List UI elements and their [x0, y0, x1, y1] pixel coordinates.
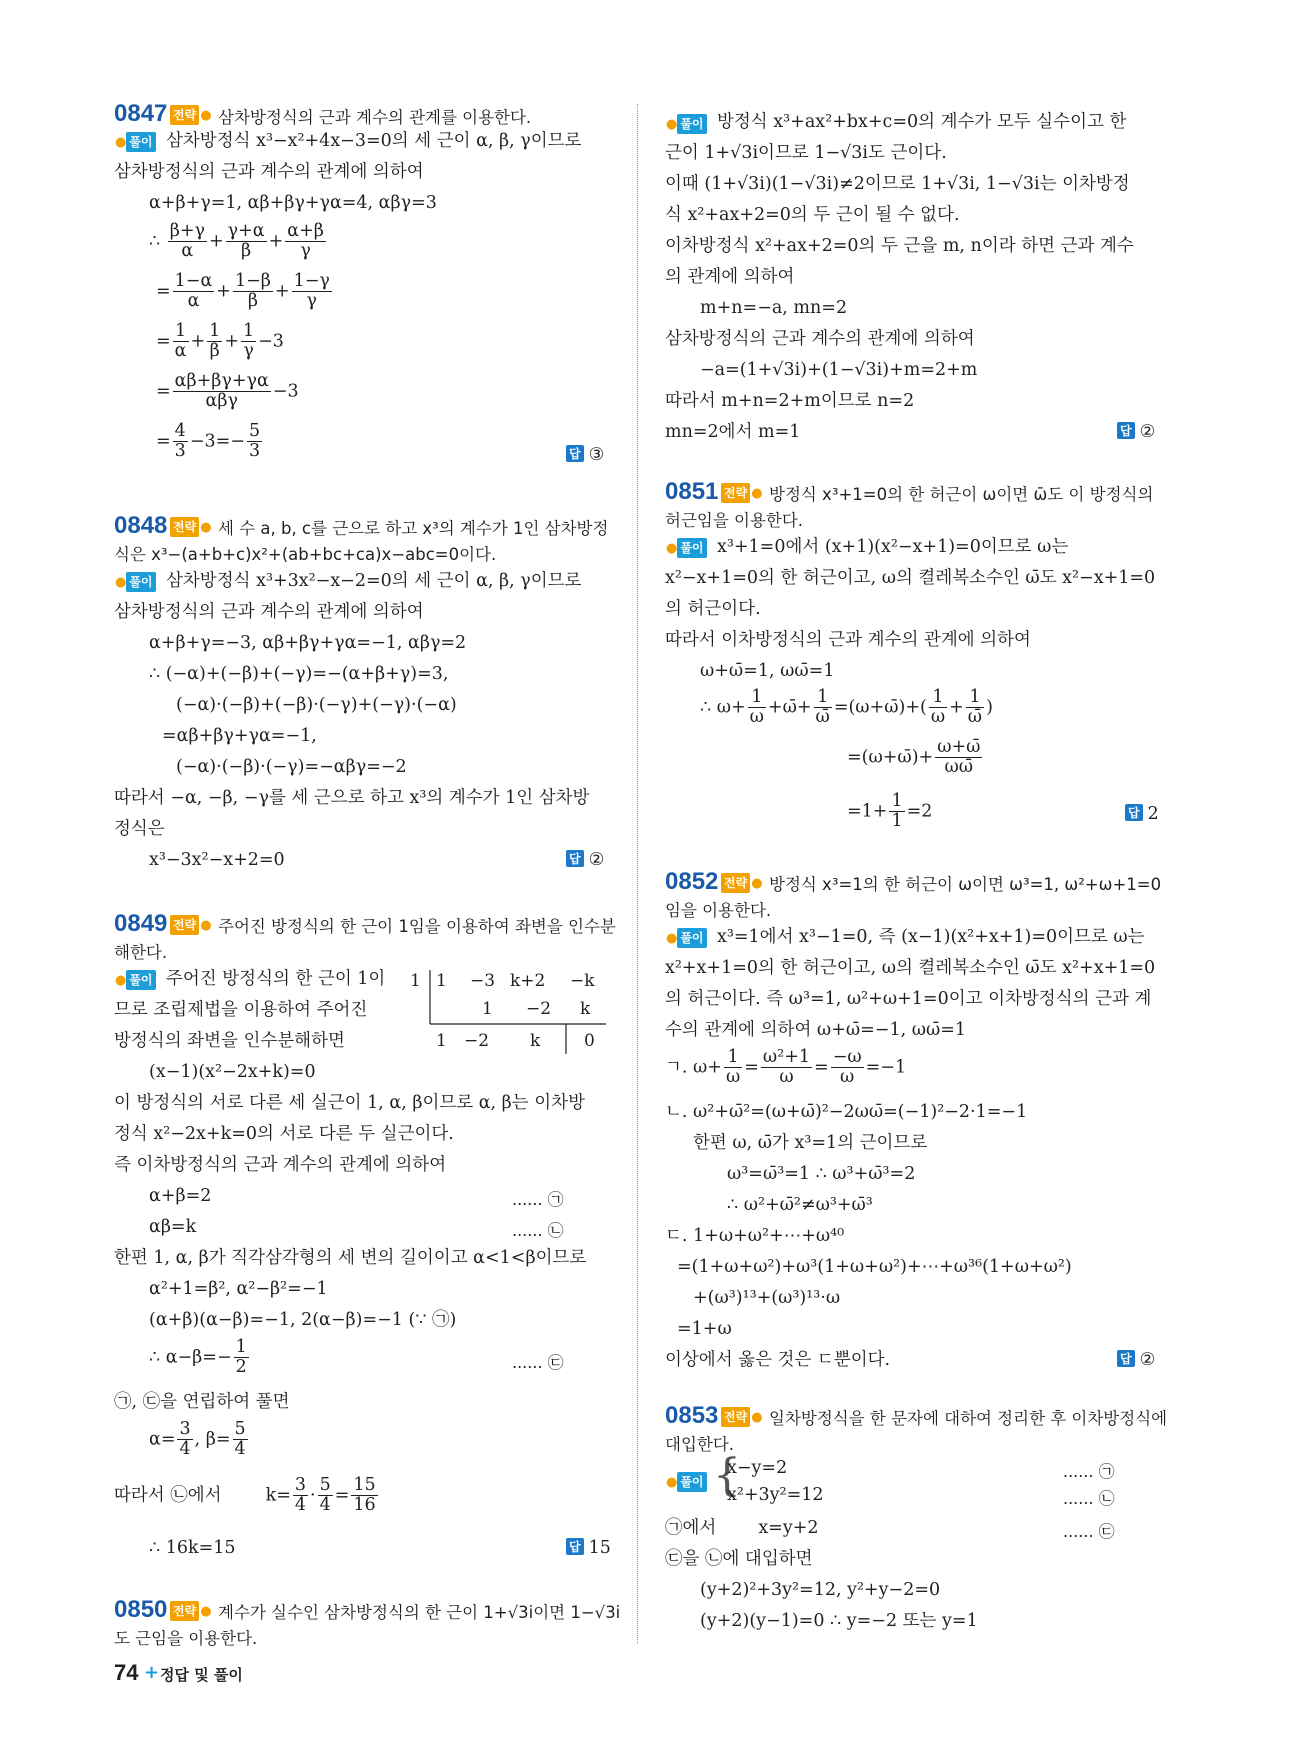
- solution-line: 식 x²+ax+2=0의 두 근이 될 수 없다.: [665, 205, 960, 225]
- strategy-tag: 전략: [170, 517, 199, 537]
- fraction: $\frac{1}{\omega}$: [930, 687, 946, 728]
- solution-label: [665, 114, 707, 135]
- strategy-text: 세 수 a, b, c를 근으로 하고 x³의 계수가 1인 삼차방정: [218, 519, 609, 538]
- strategy-label: [170, 105, 212, 126]
- fraction: $\frac{1}{\beta}$: [209, 321, 221, 362]
- equation-line: x²+3y²=12: [727, 1485, 824, 1505]
- solution-line: x²−x+1=0의 한 허근이고, ω의 켤레복소수인 ω̄도 x²−x+1=0: [665, 568, 1156, 588]
- answer-tag: 답: [566, 445, 584, 462]
- solution-line: 의 관계에 의하여: [665, 267, 795, 287]
- strategy-text: 대입한다.: [665, 1435, 735, 1454]
- fraction: $\frac{4}{3}$: [174, 421, 186, 462]
- answer-value: ③: [588, 445, 605, 465]
- solution-tag: 풀이: [677, 1472, 706, 1492]
- equation-marker: ...... ㉢: [1063, 1522, 1115, 1541]
- equation-marker: ...... ㉠: [512, 1190, 564, 1209]
- answer-value: 15: [588, 1538, 611, 1558]
- problem-number-0850: 0850: [114, 1596, 168, 1623]
- dot-icon: ●: [200, 1604, 212, 1619]
- fraction: $\frac{1-\alpha}{\alpha}$: [174, 271, 213, 312]
- equation-line: (−α)·(−β)·(−γ)=−αβγ=−2: [176, 757, 407, 777]
- solution-line: 의 허근이다. 즉 ω³=1, ω²+ω+1=0이고 이차방정식의 근과 계: [665, 989, 1152, 1009]
- strategy-tag: 전략: [170, 1601, 199, 1621]
- equation-line: ㄱ. ω+ $\frac{1}{\omega}$ = $\frac{\text{ω²+1}}{\omega}$ = $\frac{-\omega}{\omega}$ =−1: [665, 1047, 907, 1088]
- problem-number-0848: 0848: [114, 512, 168, 539]
- equation-marker: ...... ㉠: [1063, 1462, 1115, 1481]
- equation-marker: ...... ㉡: [1063, 1489, 1115, 1508]
- fraction: $\frac{5}{4}$: [234, 1419, 246, 1460]
- equation-line: (y+2)²+3y²=12, y²+y−2=0: [700, 1580, 941, 1600]
- syn-cell: k: [530, 1031, 541, 1051]
- syn-cell: 1: [436, 1031, 447, 1051]
- equation-line: 따라서 ㉡에서 k= $\frac{3}{4}$ · $\frac{5}{4}$ = $\frac{15}{16}$: [114, 1475, 376, 1516]
- equation-line: =1+ $\frac{1}{1}$ =2: [847, 791, 933, 832]
- dot-icon: ●: [115, 575, 127, 590]
- equation-line: α+β+γ=1, αβ+βγ+γα=4, αβγ=3: [149, 193, 437, 213]
- syn-cell: k+2: [510, 971, 546, 991]
- dot-icon: ●: [751, 876, 763, 891]
- strategy-tag: 전략: [721, 873, 750, 893]
- syn-cell: 0: [584, 1031, 595, 1051]
- solution-tag: 풀이: [126, 572, 155, 592]
- dot-icon: ●: [115, 135, 127, 150]
- equation-marker: ...... ㉡: [512, 1221, 564, 1240]
- strategy-text: 도 근임을 이용한다.: [114, 1629, 258, 1648]
- solution-label: [665, 1472, 707, 1493]
- strategy-text: 해한다.: [114, 943, 168, 962]
- solution-line: 한편 ω, ω̄가 x³=1의 근이므로: [693, 1133, 928, 1153]
- strategy-text: 방정식 x³=1의 한 허근이 ω이면 ω³=1, ω²+ω+1=0: [769, 875, 1162, 894]
- problem-number-0849: 0849: [114, 910, 168, 937]
- strategy-label: [170, 915, 212, 936]
- therefore-symbol: ∴: [149, 231, 161, 252]
- dot-icon: ●: [751, 1410, 763, 1425]
- solution-line: 삼차방정식의 근과 계수의 관계에 의하여: [114, 602, 424, 622]
- solution-line: mn=2에서 m=1: [665, 422, 801, 442]
- solution-line: 삼차방정식의 근과 계수의 관계에 의하여: [665, 329, 975, 349]
- strategy-text: 식은 x³−(a+b+c)x²+(ab+bc+ca)x−abc=0이다.: [114, 545, 497, 564]
- solution-tag: 풀이: [677, 928, 706, 948]
- equation-line: α²+1=β², α²−β²=−1: [149, 1279, 328, 1299]
- syn-cell: −2: [526, 999, 552, 1019]
- plus-icon: +: [144, 1662, 160, 1683]
- equation-line: ∴ ω+ $\frac{1}{\omega}$ +ω̄+ $\frac{1}{\omegā}$ =(ω+ω̄)+( $\frac{1}{\omega}$ + $\frac{1}{\omegā}$ ): [700, 687, 993, 728]
- strategy-label: [170, 517, 212, 538]
- dot-icon: ●: [666, 1475, 678, 1490]
- answer-tag: 답: [566, 850, 584, 867]
- dot-icon: ●: [666, 541, 678, 556]
- solution-line: 주어진 방정식의 한 근이 1이: [166, 969, 386, 989]
- fraction: $\frac{5}{4}$: [319, 1475, 331, 1516]
- fraction: $\frac{3}{4}$: [294, 1475, 307, 1516]
- solution-line: 정식은: [114, 819, 165, 839]
- fraction: $\frac{15}{16}$: [353, 1475, 376, 1516]
- fraction-line: ∴ $\frac{\beta+\gamma}{\alpha}$ + $\frac{\gamma+\alpha}{\beta}$ + $\frac{\alpha+\beta}{\gamma}$: [149, 221, 324, 262]
- fraction-line: = $\frac{4}{3}$ −3=− $\frac{5}{3}$: [156, 421, 261, 462]
- equation-line: =(1+ω+ω²)+ω³(1+ω+ω²)+⋯+ω³⁶(1+ω+ω²): [677, 1257, 1072, 1277]
- fraction: $\frac{\alpha\beta+\beta\gamma+\gamma\alpha}{\text{αβγ}}$: [174, 371, 269, 412]
- answer: [566, 850, 604, 870]
- fraction: $\frac{1}{2}$: [235, 1337, 247, 1378]
- strategy-label: [721, 483, 763, 504]
- equation-line: ∴ α−β=− $\frac{1}{2}$: [149, 1337, 247, 1378]
- problem-number-0852: 0852: [665, 868, 719, 895]
- equation-line: αβ=k: [149, 1217, 197, 1237]
- fraction: $\frac{1}{1}$: [891, 791, 903, 832]
- fraction: $\frac{1}{\omega}$: [725, 1047, 741, 1088]
- strategy-text: 임을 이용한다.: [665, 901, 772, 920]
- answer-value: ②: [1139, 422, 1156, 442]
- equation-line: ω+ω̄=1, ωω̄=1: [700, 661, 835, 681]
- syn-cell: −3: [470, 971, 496, 991]
- solution-tag: 풀이: [677, 114, 706, 134]
- solution-label: [114, 970, 156, 991]
- solution-line: 삼차방정식 x³−x²+4x−3=0의 세 근이 α, β, γ이므로: [166, 131, 582, 151]
- strategy-label: [170, 1601, 212, 1622]
- brace-symbol: {: [713, 1450, 741, 1501]
- answer-tag: 답: [566, 1538, 584, 1555]
- equation-line: (α+β)(α−β)=−1, 2(α−β)=−1 (∵ ㉠): [149, 1310, 457, 1330]
- fraction: $\frac{\gamma+\alpha}{\beta}$: [227, 221, 265, 262]
- solution-label: [114, 132, 156, 153]
- answer-tag: 답: [1125, 804, 1143, 821]
- equation-line: ω³=ω̄³=1 ∴ ω³+ω̄³=2: [727, 1164, 916, 1184]
- strategy-tag: 전략: [721, 483, 750, 503]
- dot-icon: ●: [751, 486, 763, 501]
- equation-line: ∴ (−α)+(−β)+(−γ)=−(α+β+γ)=3,: [149, 664, 449, 684]
- answer-tag: 답: [1117, 1350, 1135, 1367]
- footer-title: 정답 및 풀이: [160, 1666, 243, 1684]
- solution-line: 이 방정식의 서로 다른 세 실근이 1, α, β이므로 α, β는 이차방: [114, 1093, 585, 1113]
- equation-line: ∴ 16k=15: [149, 1538, 236, 1558]
- fraction: $\frac{1-\gamma}{\gamma}$: [293, 271, 330, 312]
- equation-line: α= $\frac{3}{4}$ , β= $\frac{5}{4}$: [149, 1419, 246, 1460]
- page-number: 74: [114, 1660, 139, 1685]
- solution-line: 정식 x²−2x+k=0의 서로 다른 두 실근이다.: [114, 1124, 454, 1144]
- equation-marker: ...... ㉢: [512, 1353, 564, 1372]
- solution-line: 삼차방정식 x³+3x²−x−2=0의 세 근이 α, β, γ이므로: [166, 571, 582, 591]
- fraction: $\frac{1}{\omega}$: [749, 687, 764, 728]
- solution-label: [665, 538, 707, 559]
- solution-line: x³+1=0에서 (x+1)(x²−x+1)=0이므로 ω는: [717, 537, 1069, 557]
- equation-line: (x−1)(x²−2x+k)=0: [149, 1062, 316, 1082]
- syn-cell: 1: [482, 999, 493, 1019]
- solution-line: 이차방정식 x²+ax+2=0의 두 근을 m, n이라 하면 근과 계수: [665, 236, 1134, 256]
- problem-number-0851: 0851: [665, 478, 719, 505]
- fraction-line: = $\frac{1-\alpha}{\alpha}$ + $\frac{1-\beta}{\beta}$ + $\frac{1-\gamma}{\gamma}$: [156, 271, 330, 312]
- syn-cell: 1: [436, 971, 447, 991]
- fraction: $\frac{\omega+\omegā}{\omega\omegā}$: [937, 737, 981, 778]
- solution-line: 이때 (1+√3i)(1−√3i)≠2이므로 1+√3i, 1−√3i는 이차방정: [665, 174, 1130, 194]
- answer: [1125, 804, 1159, 824]
- answer-value: ②: [1139, 1350, 1156, 1370]
- solution-line: 이상에서 옳은 것은 ㄷ뿐이다.: [665, 1350, 891, 1370]
- solution-line: x³=1에서 x³−1=0, 즉 (x−1)(x²+x+1)=0이므로 ω는: [717, 927, 1145, 947]
- answer: [566, 1538, 611, 1558]
- equation-line: =αβ+βγ+γα=−1,: [162, 726, 317, 746]
- solution-line: 방정식의 좌변을 인수분해하면: [114, 1031, 345, 1051]
- equation-line: ㄷ. 1+ω+ω²+⋯+ω⁴⁰: [665, 1226, 845, 1246]
- dot-icon: ●: [200, 520, 212, 535]
- syn-root: 1: [410, 971, 421, 991]
- synthetic-division: [410, 966, 606, 1056]
- fraction: $\frac{1}{\omegā}$: [967, 687, 983, 728]
- fraction: $\frac{5}{3}$: [248, 421, 261, 462]
- equation-line: −a=(1+√3i)+(1−√3i)+m=2+m: [700, 360, 978, 380]
- equation-line: (−α)·(−β)+(−β)·(−γ)+(−γ)·(−α): [176, 695, 457, 715]
- syn-cell: −k: [570, 971, 595, 991]
- fraction: $\frac{-\omega}{\omega}$: [832, 1047, 862, 1088]
- equation-line: ㄴ. ω²+ω̄²=(ω+ω̄)²−2ωω̄=(−1)²−2·1=−1: [665, 1102, 1028, 1122]
- strategy-text: 일차방정식을 한 문자에 대하여 정리한 후 이차방정식에: [769, 1409, 1168, 1428]
- solution-line: 의 허근이다.: [665, 599, 761, 619]
- solution-line: 삼차방정식의 근과 계수의 관계에 의하여: [114, 162, 424, 182]
- fraction: $\frac{3}{4}$: [179, 1419, 191, 1460]
- syn-cell: −2: [464, 1031, 490, 1051]
- solution-line: x²+x+1=0의 한 허근이고, ω의 켤레복소수인 ω̄도 x²+x+1=0: [665, 958, 1156, 978]
- solution-line: 근이 1+√3i이므로 1−√3i도 근이다.: [665, 143, 947, 163]
- solution-line: 한편 1, α, β가 직각삼각형의 세 변의 길이이고 α<1<β이므로: [114, 1248, 587, 1268]
- syn-cell: k: [580, 999, 591, 1019]
- equation-line: m+n=−a, mn=2: [700, 298, 848, 318]
- strategy-label: [721, 1407, 763, 1428]
- equation-line: x³−3x²−x+2=0: [149, 850, 285, 870]
- answer-tag: 답: [1117, 422, 1135, 439]
- answer: [1117, 422, 1155, 442]
- strategy-label: [721, 873, 763, 894]
- equation-line: (y+2)(y−1)=0 ∴ y=−2 또는 y=1: [700, 1611, 978, 1631]
- dot-icon: ●: [666, 117, 678, 132]
- equation-line: ㉠에서 x=y+2: [665, 1518, 819, 1538]
- dot-icon: ●: [200, 918, 212, 933]
- solution-tag: 풀이: [677, 538, 706, 558]
- solution-line: 므로 조립제법을 이용하여 주어진: [114, 1000, 368, 1020]
- fraction: $\frac{1}{\omegā}$: [815, 687, 830, 728]
- fraction: $\frac{1}{\gamma}$: [242, 321, 255, 362]
- fraction: $\frac{1-\beta}{\beta}$: [234, 271, 271, 312]
- fraction: $\frac{\beta+\gamma}{\alpha}$: [169, 221, 205, 262]
- equation-line: +(ω³)¹³+(ω³)¹³·ω: [693, 1288, 841, 1308]
- fraction: $\frac{\alpha+\beta}{\gamma}$: [287, 221, 324, 262]
- equation-line: =1+ω: [677, 1319, 732, 1339]
- equation-line: α+β+γ=−3, αβ+βγ+γα=−1, αβγ=2: [149, 633, 467, 653]
- column-divider: [637, 104, 638, 1644]
- solution-tag: 풀이: [126, 132, 155, 152]
- fraction-line: = $\frac{\alpha\beta+\beta\gamma+\gamma\alpha}{\text{αβγ}}$ −3: [156, 371, 299, 412]
- solution-line: 따라서 이차방정식의 근과 계수의 관계에 의하여: [665, 630, 1031, 650]
- strategy-text: 주어진 방정식의 한 근이 1임을 이용하여 좌변을 인수분: [218, 917, 616, 936]
- strategy-tag: 전략: [170, 105, 199, 125]
- answer-value: ②: [588, 850, 605, 870]
- solution-line: 수의 관계에 의하여 ω+ω̄=−1, ωω̄=1: [665, 1020, 967, 1040]
- answer-value: 2: [1147, 804, 1159, 824]
- problem-number-0853: 0853: [665, 1402, 719, 1429]
- solution-label: [665, 928, 707, 949]
- strategy-text: 삼차방정식의 근과 계수의 관계를 이용한다.: [218, 108, 532, 127]
- solution-line: 따라서 −α, −β, −γ를 세 근으로 하고 x³의 계수가 1인 삼차방: [114, 788, 590, 808]
- dot-icon: ●: [200, 108, 212, 123]
- fraction: $\frac{\text{ω²+1}}{\omega}$: [762, 1047, 811, 1088]
- solution-line: 즉 이차방정식의 근과 계수의 관계에 의하여: [114, 1155, 447, 1175]
- equation-line: =(ω+ω̄)+ $\frac{\omega+\omegā}{\omega\omegā}$: [847, 737, 981, 778]
- strategy-text: 허근임을 이용한다.: [665, 511, 804, 530]
- solution-label: [114, 572, 156, 593]
- strategy-tag: 전략: [170, 915, 199, 935]
- dot-icon: ●: [115, 973, 127, 988]
- fraction-line: = $\frac{1}{\alpha}$ + $\frac{1}{\beta}$ + $\frac{1}{\gamma}$ −3: [156, 321, 284, 362]
- fraction: $\frac{1}{\alpha}$: [174, 321, 187, 362]
- equation-line: x−y=2: [727, 1458, 788, 1478]
- solution-line: ㉢을 ㉡에 대입하면: [665, 1549, 813, 1569]
- dot-icon: ●: [666, 931, 678, 946]
- answer: [566, 445, 604, 465]
- problem-number-0847: 0847: [114, 100, 168, 127]
- solution-line: 방정식 x³+ax²+bx+c=0의 계수가 모두 실수이고 한: [717, 112, 1127, 132]
- solution-line: 따라서 m+n=2+m이므로 n=2: [665, 391, 915, 411]
- strategy-text: 방정식 x³+1=0의 한 허근이 ω이면 ω̄도 이 방정식의: [769, 485, 1154, 504]
- equation-line: α+β=2: [149, 1186, 212, 1206]
- solution-tag: 풀이: [126, 970, 155, 990]
- strategy-text: 계수가 실수인 삼차방정식의 한 근이 1+√3i이면 1−√3i: [218, 1603, 621, 1622]
- strategy-tag: 전략: [721, 1407, 750, 1427]
- solution-line: ㉠, ㉢을 연립하여 풀면: [114, 1392, 290, 1412]
- answer: [1117, 1350, 1155, 1370]
- equation-line: ∴ ω²+ω̄²≠ω³+ω̄³: [727, 1195, 873, 1215]
